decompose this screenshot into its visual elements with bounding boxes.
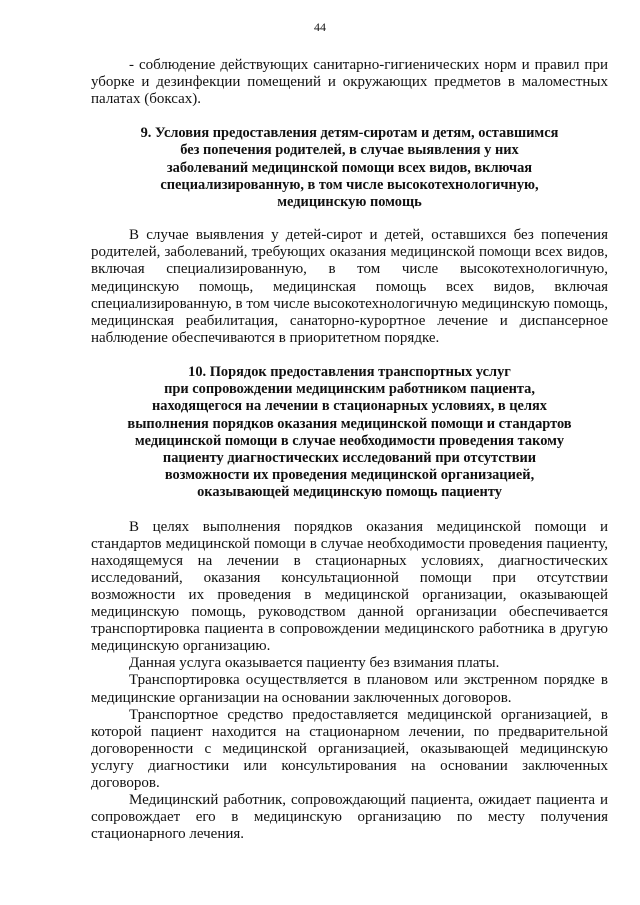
heading-line: возможности их проведения медицинской организацией, <box>164 467 535 484</box>
heading-line: выполнения порядков оказания медицинской помощи и стандартов <box>127 415 572 432</box>
heading-line: пациенту диагностических исследований при отсутствии <box>162 449 537 466</box>
page-content <box>91 57 608 843</box>
section-10-paragraph-1: В целях выполнения порядков оказания медицинской помощи и стандартов медицинской помощи в случае необходимости проведения пациенту, находящемуся на лечении в стационарных условиях, диагностических исследований, оказания консультационной помощи при отсутствии возможности их проведения в медицинской организации, оказывающей медицинскую помощь, руководством данной организации обеспечивается транспортировка пациента в сопровождении медицинского работника в другую медицинскую организацию. <box>91 518 608 655</box>
page-number: 44 <box>314 20 326 34</box>
heading-line: при сопровождении медицинским работником пациента, <box>164 381 535 398</box>
section-10-paragraph-2: Данная услуга оказывается пациенту без взимания платы. <box>129 655 500 672</box>
heading-line: медицинскую помощь <box>277 194 422 211</box>
section-10-paragraph-3: Транспортировка осуществляется в плановом или экстренном порядке в медицинские организации на основании заключенных договоров. <box>91 672 608 706</box>
heading-line: 9. Условия предоставления детям-сиротам и детям, оставшимся <box>140 125 559 142</box>
section-10-heading <box>91 364 608 502</box>
heading-line: оказывающей медицинскую помощь пациенту <box>197 484 502 501</box>
heading-line: заболеваний медицинской помощи всех видов, включая <box>166 159 533 176</box>
heading-line: без попечения родителей, в случае выявления у них <box>180 142 519 159</box>
heading-line: находящегося на лечении в стационарных условиях, в целях <box>152 398 547 415</box>
section-9-heading <box>91 125 608 211</box>
section-10-paragraph-5: Медицинский работник, сопровождающий пациента, ожидает пациента и сопровождает его в медицинскую организацию по месту получения стационарного лечения. <box>91 792 608 843</box>
heading-line: 10. Порядок предоставления транспортных услуг <box>188 363 511 380</box>
section-10-paragraph-4: Транспортное средство предоставляется медицинской организацией, в которой пациент находится на стационарном лечении, по предварительной договоренности с медицинской организацией, оказывающей медицинскую услугу диагностики или консультирования на основании заключенных договоров. <box>91 706 608 791</box>
intro-paragraph: - соблюдение действующих санитарно-гигиенических норм и правил при уборке и дезинфекции помещений и окружающих предметов в маломестных палатах (боксах). <box>91 57 608 108</box>
heading-line: медицинской помощи в случае необходимости проведения такому <box>134 432 565 449</box>
heading-line: специализированную, в том числе высокотехнологичную, <box>160 176 539 193</box>
section-9-paragraph: В случае выявления у детей-сирот и детей, оставшихся без попечения родителей, заболеваний, требующих оказания медицинской помощи всех видов, включая специализированную, в том числе высокотехнологичную, медицинскую помощь, медицинская помощь всех видов, включая специализированную, в том числе высокотехнологичную медицинскую помощь, медицинская реабилитация, санаторно-курортное лечение и диспансерное наблюдение обеспечиваются в приоритетном порядке. <box>91 227 608 346</box>
